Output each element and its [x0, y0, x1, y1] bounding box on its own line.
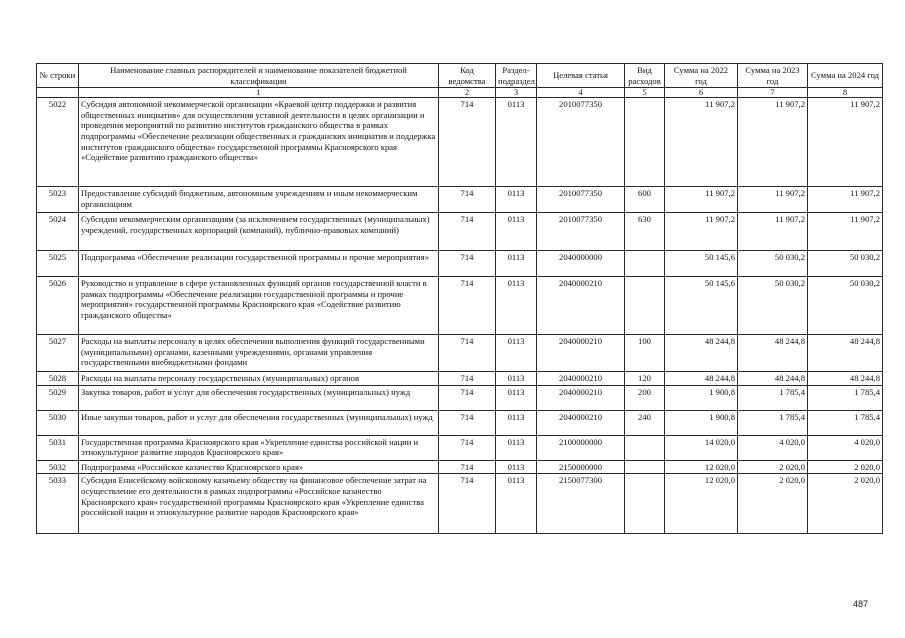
sum-2023-cell: 50 030,2 — [738, 251, 808, 277]
name-cell: Подпрограмма «Российское казачество Красноярского края» — [79, 460, 439, 474]
sum-2024-cell: 48 244,8 — [808, 335, 883, 372]
sum-2023-cell: 1 785,4 — [738, 410, 808, 435]
section-cell: 0113 — [496, 187, 537, 213]
table-row — [37, 410, 883, 435]
expense-kind-cell — [625, 460, 665, 474]
column-number — [37, 88, 79, 98]
table-row — [37, 187, 883, 213]
dept-code-cell: 714 — [439, 213, 496, 251]
target-cell: 2040000000 — [537, 251, 625, 277]
table-row — [37, 98, 883, 187]
section-cell: 0113 — [496, 372, 537, 386]
name-cell: Руководство и управление в сфере установленных функций органов государственной власти в рамках подпрограммы «Обеспечение реализации государственной программы и прочие мероприятия» государственной программы Красноярского края «Содействие развитию гражданского общества» — [79, 277, 439, 335]
dept-code-cell: 714 — [439, 187, 496, 213]
table-row — [37, 460, 883, 474]
table-row — [37, 213, 883, 251]
row-number-cell: 5023 — [37, 187, 79, 213]
row-number-cell: 5027 — [37, 335, 79, 372]
name-cell: Субсидии некоммерческим организациям (за исключением государственных (муниципальных) учреждений, государственных корпораций (компаний), публично-правовых компаний) — [79, 213, 439, 251]
sum-2024-cell: 2 020,0 — [808, 460, 883, 474]
section-cell: 0113 — [496, 410, 537, 435]
sum-2024-cell: 48 244,8 — [808, 372, 883, 386]
target-cell: 2040000210 — [537, 277, 625, 335]
section-cell: 0113 — [496, 213, 537, 251]
column-number: 7 — [738, 88, 808, 98]
expense-kind-cell — [625, 435, 665, 460]
budget-table — [36, 63, 883, 534]
row-number-cell: 5032 — [37, 460, 79, 474]
header-sum-2024: Сумма на 2024 год — [808, 64, 883, 88]
sum-2024-cell: 4 020,0 — [808, 435, 883, 460]
table-row — [37, 277, 883, 335]
name-cell: Иные закупки товаров, работ и услуг для обеспечения государственных (муниципальных) нужд — [79, 410, 439, 435]
column-number: 3 — [496, 88, 537, 98]
column-number: 4 — [537, 88, 625, 98]
expense-kind-cell — [625, 251, 665, 277]
row-number-cell: 5031 — [37, 435, 79, 460]
row-number-cell: 5024 — [37, 213, 79, 251]
table-row — [37, 251, 883, 277]
sum-2022-cell: 11 907,2 — [665, 213, 738, 251]
section-cell: 0113 — [496, 460, 537, 474]
column-number: 5 — [625, 88, 665, 98]
dept-code-cell: 714 — [439, 335, 496, 372]
name-cell: Государственная программа Красноярского края «Укрепление единства российской нации и этнокультурное развитие народов Красноярского края» — [79, 435, 439, 460]
sum-2022-cell: 12 020,0 — [665, 460, 738, 474]
target-cell: 2040000210 — [537, 385, 625, 410]
dept-code-cell: 714 — [439, 385, 496, 410]
target-cell: 2010077350 — [537, 187, 625, 213]
sum-2024-cell: 1 785,4 — [808, 410, 883, 435]
sum-2023-cell: 50 030,2 — [738, 277, 808, 335]
sum-2022-cell: 50 145,6 — [665, 277, 738, 335]
header-sum-2022: Сумма на 2022 год — [665, 64, 738, 88]
sum-2022-cell: 14 020,0 — [665, 435, 738, 460]
page-number: 487 — [852, 599, 868, 609]
target-cell: 2040000210 — [537, 372, 625, 386]
dept-code-cell: 714 — [439, 460, 496, 474]
sum-2024-cell: 11 907,2 — [808, 213, 883, 251]
expense-kind-cell — [625, 277, 665, 335]
expense-kind-cell: 100 — [625, 335, 665, 372]
target-cell: 2150000000 — [537, 460, 625, 474]
section-cell: 0113 — [496, 98, 537, 187]
table-header — [37, 64, 883, 98]
sum-2022-cell: 48 244,8 — [665, 335, 738, 372]
header-sum-2023: Сумма на 2023 год — [738, 64, 808, 88]
dept-code-cell: 714 — [439, 372, 496, 386]
expense-kind-cell: 600 — [625, 187, 665, 213]
sum-2022-cell: 1 900,8 — [665, 385, 738, 410]
sum-2022-cell: 11 907,2 — [665, 187, 738, 213]
name-cell: Субсидия Енисейскому войсковому казачьему обществу на финансовое обеспечение затрат на осуществление его деятельности в рамках подпрограммы «Российское казачество Красноярского края» государственной программы Красноярского края «Укрепление единства российской нации и этнокультурное развитие народов Красноярского края» — [79, 474, 439, 534]
row-number-cell: 5029 — [37, 385, 79, 410]
column-number: 6 — [665, 88, 738, 98]
row-number-cell: 5030 — [37, 410, 79, 435]
sum-2023-cell: 48 244,8 — [738, 372, 808, 386]
dept-code-cell: 714 — [439, 474, 496, 534]
target-cell: 2040000210 — [537, 335, 625, 372]
section-cell: 0113 — [496, 474, 537, 534]
row-number-cell: 5028 — [37, 372, 79, 386]
sum-2022-cell: 50 145,6 — [665, 251, 738, 277]
expense-kind-cell — [625, 98, 665, 187]
header-section: Раздел-подраздел — [496, 64, 537, 88]
sum-2023-cell: 1 785,4 — [738, 385, 808, 410]
column-number: 1 — [79, 88, 439, 98]
column-number: 2 — [439, 88, 496, 98]
expense-kind-cell: 120 — [625, 372, 665, 386]
column-number-row — [37, 88, 883, 98]
sum-2024-cell: 1 785,4 — [808, 385, 883, 410]
section-cell: 0113 — [496, 251, 537, 277]
dept-code-cell: 714 — [439, 410, 496, 435]
section-cell: 0113 — [496, 277, 537, 335]
table-row — [37, 372, 883, 386]
section-cell: 0113 — [496, 385, 537, 410]
header-name: Наименование главных распорядителей и наименование показателей бюджетной классификации — [79, 64, 439, 88]
sum-2022-cell: 1 900,8 — [665, 410, 738, 435]
header-row-number: № строки — [37, 64, 79, 88]
target-cell: 2010077350 — [537, 98, 625, 187]
header-target: Целевая статья — [537, 64, 625, 88]
row-number-cell: 5033 — [37, 474, 79, 534]
target-cell: 2040000210 — [537, 410, 625, 435]
table-row — [37, 385, 883, 410]
target-cell: 2100000000 — [537, 435, 625, 460]
sum-2023-cell: 4 020,0 — [738, 435, 808, 460]
name-cell: Расходы на выплаты персоналу в целях обеспечения выполнения функций государственными (муниципальными) органами, казенными учреждениями, органами управления государственными внебюджетными фондами — [79, 335, 439, 372]
section-cell: 0113 — [496, 335, 537, 372]
sum-2022-cell: 11 907,2 — [665, 98, 738, 187]
table-body — [37, 98, 883, 534]
header-expense-kind: Вид расходов — [625, 64, 665, 88]
sum-2023-cell: 11 907,2 — [738, 187, 808, 213]
section-cell: 0113 — [496, 435, 537, 460]
sum-2023-cell: 48 244,8 — [738, 335, 808, 372]
sum-2022-cell: 12 020,0 — [665, 474, 738, 534]
table-row — [37, 435, 883, 460]
row-number-cell: 5022 — [37, 98, 79, 187]
sum-2024-cell: 50 030,2 — [808, 277, 883, 335]
name-cell: Закупка товаров, работ и услуг для обеспечения государственных (муниципальных) нужд — [79, 385, 439, 410]
sum-2024-cell: 11 907,2 — [808, 187, 883, 213]
row-number-cell: 5025 — [37, 251, 79, 277]
dept-code-cell: 714 — [439, 251, 496, 277]
header-dept-code: Код ведомства — [439, 64, 496, 88]
header-row — [37, 64, 883, 88]
expense-kind-cell: 630 — [625, 213, 665, 251]
dept-code-cell: 714 — [439, 98, 496, 187]
expense-kind-cell: 200 — [625, 385, 665, 410]
sum-2023-cell: 2 020,0 — [738, 460, 808, 474]
sum-2023-cell: 2 020,0 — [738, 474, 808, 534]
sum-2024-cell: 2 020,0 — [808, 474, 883, 534]
name-cell: Предоставление субсидий бюджетным, автономным учреждениям и иным некоммерческим организациям — [79, 187, 439, 213]
sum-2024-cell: 11 907,2 — [808, 98, 883, 187]
dept-code-cell: 714 — [439, 277, 496, 335]
target-cell: 2150077300 — [537, 474, 625, 534]
name-cell: Подпрограмма «Обеспечение реализации государственной программы и прочие мероприятия» — [79, 251, 439, 277]
table-row — [37, 474, 883, 534]
expense-kind-cell: 240 — [625, 410, 665, 435]
expense-kind-cell — [625, 474, 665, 534]
sum-2022-cell: 48 244,8 — [665, 372, 738, 386]
table-row — [37, 335, 883, 372]
sum-2024-cell: 50 030,2 — [808, 251, 883, 277]
name-cell: Субсидия автономной некоммерческой организации «Краевой центр поддержки и развития общественных инициатив» для осуществления уставной деятельности в целях организации и проведения мероприятий по развитию институтов гражданского общества в рамках подпрограммы «Обеспечение реализации общественных и гражданских инициатив и поддержка институтов гражданского общества» государственной программы Красноярского края «Содействие развитию гражданского общества» — [79, 98, 439, 187]
row-number-cell: 5026 — [37, 277, 79, 335]
dept-code-cell: 714 — [439, 435, 496, 460]
sum-2023-cell: 11 907,2 — [738, 98, 808, 187]
column-number: 8 — [808, 88, 883, 98]
sum-2023-cell: 11 907,2 — [738, 213, 808, 251]
target-cell: 2010077350 — [537, 213, 625, 251]
name-cell: Расходы на выплаты персоналу государственных (муниципальных) органов — [79, 372, 439, 386]
